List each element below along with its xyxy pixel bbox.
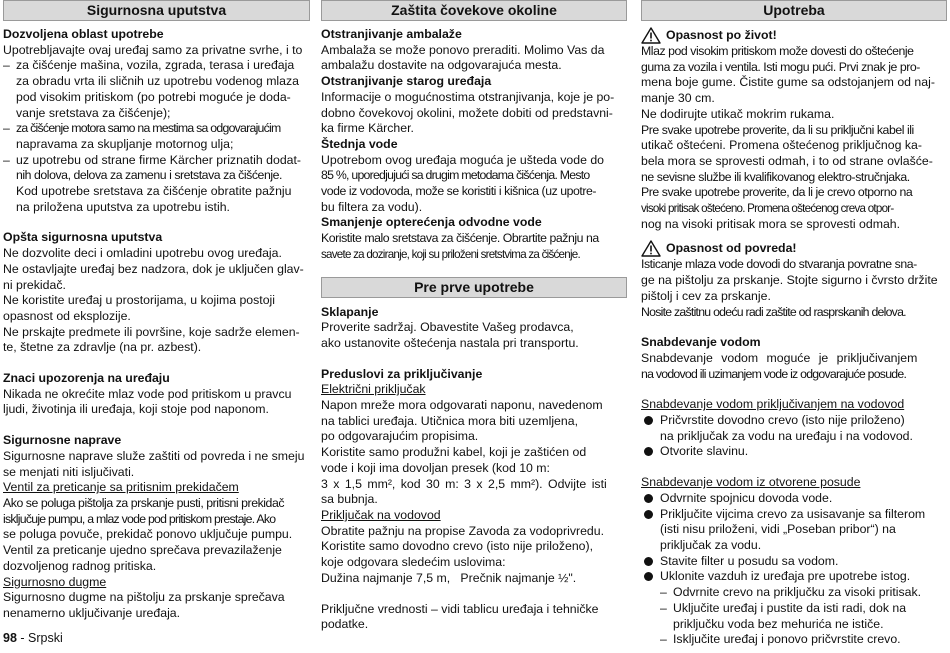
heading-permitted-use: Dozvoljena oblast upotrebe	[3, 27, 164, 41]
heading-assembly: Sklapanje	[321, 304, 379, 319]
column-environment	[321, 0, 627, 633]
list-item: – za čišćenje mašina, vozila, zgrada, terasa i uređaja za obradu vrta ili sličnih uz upotrebu vodenog mlaza pod visokim pritiskom (po potrebi moguće je doda- vanje sretstava za čišćenje);	[3, 58, 310, 121]
warning-triangle-icon	[641, 240, 661, 257]
section-header-safety: Sigurnosna uputstva	[3, 0, 310, 21]
paragraph: Sigurnosno dugme na pištolju za prskanje sprečava nenamerno uključivanje uređaja.	[3, 590, 285, 620]
subheading-overflow-valve: Ventil za preticanje sa pritisnim prekidačem	[3, 480, 239, 495]
column-safety	[3, 0, 310, 622]
paragraph: Upotrebom ovog uređaja moguća je ušteda vode do 85 %, uporedjujući sa drugim metodama čišćenja. Mesto vode iz vodovoda, može se koristiti i kišnica (uz upotre- bu filtera za vodu).	[321, 152, 605, 214]
list-item: Otvorite slavinu.	[641, 444, 947, 460]
heading-old-device-disposal: Otstranjivanje starog uređaja	[321, 74, 492, 89]
paragraph: Mlaz pod visokim pritiskom može dovesti do oštećenje guma za vozila i ventila. Isti mogu pući. Prvi znak je pro- mena boje gume. Čistite gume sa odstojanjem od naj- manje 30 cm. Ne dodirujte utikač mokrim rukama. Pre svake upotrebe proverite, da li su priključni kabel ili utikač oštećeni. Promena oštećenog priključnog ka- bela mora se sprovesti odmah, i to od strane ovlašće- ne sevisne službe ili kvalifikovanog elektro-stručnjaka. Pre svake upotrebe proverite, da li je crevo otporno na visoki pritisak oštećeno. Promena oštećenog creva otpor- nog na visoki pritisak mora se sprovesti odmah.	[641, 44, 935, 231]
paragraph: Kod upotrebe sretstava za čišćenje obratite pažnju na priložena uputstva za upotrebu istih.	[16, 184, 292, 214]
paragraph: Ambalaža se može ponovo preraditi. Molimo Vas da ambalažu dostavite na odgovarajuća mesta.	[321, 42, 605, 73]
list-item: Priključite vijcima crevo za usisavanje sa filterom (isti nisu priloženi, vidi „Poseban pribor“) na priključak za vodu.	[641, 507, 947, 554]
paragraph: Nikada ne okrećite mlaz vode pod pritiskom u pravcu ljudi, životinja ili uređaja, koji stoje pod naponom.	[3, 386, 292, 417]
sub-list-item: – Isključite uređaj i ponovo pričvrstite crevo.	[660, 632, 947, 648]
subheading-supply-from-mains: Snabdevanje vodom priključivanjem na vodovod	[641, 397, 905, 412]
heading-water-saving: Štednja vode	[321, 136, 398, 151]
paragraph: Proverite sadržaj. Obavestite Vašeg prodavca, ako ustanovite oštećenja nastala pri transportu.	[321, 320, 579, 350]
heading-general-safety: Opšta sigurnosna uputstva	[3, 230, 163, 245]
sub-list-item: – Odvrnite crevo na priključku za visoki pritisak.	[660, 585, 947, 601]
column-usage	[641, 0, 947, 648]
section-header-usage: Upotreba	[641, 0, 947, 21]
section-header-before-first-use: Pre prve upotrebe	[321, 277, 627, 298]
paragraph: Snabdevanje vodom moguće je priključivanjem na vodovod ili uzimanjem vode iz odgovarajuće posude.	[641, 350, 918, 381]
sub-list-item: – Uključite uređaj i pustite da isti radi, dok na priključku voda bez mehurića ne ističe.	[660, 601, 947, 632]
warning-danger-to-life: Opasnost po život!	[641, 27, 947, 44]
page-number: 98	[3, 631, 17, 645]
paragraph: Upotrebljavajte ovaj uređaj samo za privatne svrhe, i to	[3, 42, 303, 57]
subheading-water-connection: Priključak na vodovod	[321, 507, 441, 522]
heading-waste-water: Smanjenje opterećenja odvodne vode	[321, 215, 542, 230]
heading-safety-devices: Sigurnosne naprave	[3, 433, 122, 448]
paragraph: Sigurnosne naprave služe zaštiti od povreda i ne smeju se menjati niti isljučivati.	[3, 448, 305, 479]
paragraph: Ne dozvolite deci i omladini upotrebu ovog uređaja. Ne ostavljajte uređaj bez nadzora, dok je uključen glav- ni prekidač. Ne koristite uređaj u prostorijama, u kojima postoji opasnost od eksplozije. Ne prskajte predmete ili površine, koje sadrže elemen- te, štetne za zdravlje (na pr. azbest).	[3, 246, 304, 355]
heading-packaging-disposal: Otstranjivanje ambalaže	[321, 27, 462, 41]
list-item: Stavite filter u posudu sa vodom.	[641, 554, 947, 570]
paragraph: Ako se poluga pištolja za prskanje pusti, pritisni prekidač isključuje pumpu, a mlaz vode pod pritiskom prestaje. Ako se poluga povuče, prekidač ponovo uključuje pumpu. Ventil za preticanje ujedno sprečava prevazilaženje dozvoljenog radnog pritiska.	[3, 495, 293, 573]
subheading-supply-from-container: Snabdevanje vodom iz otvorene posude	[641, 475, 861, 490]
warning-injury-danger: Opasnost od povreda!	[641, 240, 947, 257]
subheading-safety-button: Sigurnosno dugme	[3, 574, 107, 589]
paragraph: Informacije o mogućnostima otstranjivanja, koje je po- dobno čovekovoj okolini, možete dobiti od predstavni- ka firme Kärcher.	[321, 89, 615, 136]
paragraph: Isticanje mlaza vode dovodi do stvaranja povratne sna- ge na pištolju za prskanje. Stojte sigurno i čvrsto držite pištolj i cev za prskanje. Nosite zaštitnu odeću radi zaštite od rasprskanih delova.	[641, 257, 938, 319]
section-header-environment: Zaštita čovekove okoline	[321, 0, 627, 21]
list-item: – uz upotrebu od strane firme Kärcher priznatih dodat- nih dolova, delova za zamenu i sretstava za čišćenje.	[3, 153, 310, 184]
list-item: Odvrnite spojnicu dovoda vode.	[641, 491, 947, 507]
page-footer: 98 - Srpski	[3, 631, 63, 645]
paragraph: Priključne vrednosti – vidi tablicu uređaja i tehničke podatke.	[321, 601, 599, 632]
list-item: Uklonite vazduh iz uređaja pre upotrebe istog. – Odvrnite crevo na priključku za visoki pritisak. – Uključite uređaj i pustite da isti radi, dok na priključku voda bez mehurića ne ističe. – Isključite uređaj i ponovo pričvrstite crevo.	[641, 569, 947, 648]
language-label: Srpski	[28, 631, 63, 645]
heading-water-supply: Snabdevanje vodom	[641, 335, 761, 350]
paragraph: Napon mreže mora odgovarati naponu, navedenom na tablici uređaja. Utičnica mora biti uzemljena, po odgovarajućim propisima. Koristite samo produžni kabel, koji je zaštićen od vode i koji ima dovoljan presek (kod 10 m: 3 x 1,5 mm², kod 30 m: 3 x 2,5 mm²). Odvijte isti sa bubnja.	[321, 398, 607, 507]
warning-triangle-icon	[641, 27, 661, 44]
paragraph: Obratite pažnju na propise Zavoda za vodoprivredu. Koristite samo dovodno crevo (isto nije priloženo), koje odgovara sledećim uslovima: Dužina najmanje 7,5 m, Prečnik najmanje ½".	[321, 523, 604, 585]
list-item: – za čišćenje motora samo na mestima sa odgovarajućim napravama za skupljanje motornog ulja;	[3, 121, 310, 152]
heading-warning-signs: Znaci upozorenja na uređaju	[3, 371, 170, 386]
paragraph: Koristite malo sretstava za čišćenje. Obrartite pažnju na savete za doziranje, koji su priloženi sretstvima za čišćenje.	[321, 231, 599, 261]
subheading-electrical-connection: Električni priključak	[321, 382, 426, 397]
list-item: Pričvrstite dovodno crevo (isto nije priloženo) na priključak za vodu na uređaju i na vodovod.	[641, 413, 947, 444]
heading-connection-requirements: Preduslovi za priključivanje	[321, 366, 483, 381]
